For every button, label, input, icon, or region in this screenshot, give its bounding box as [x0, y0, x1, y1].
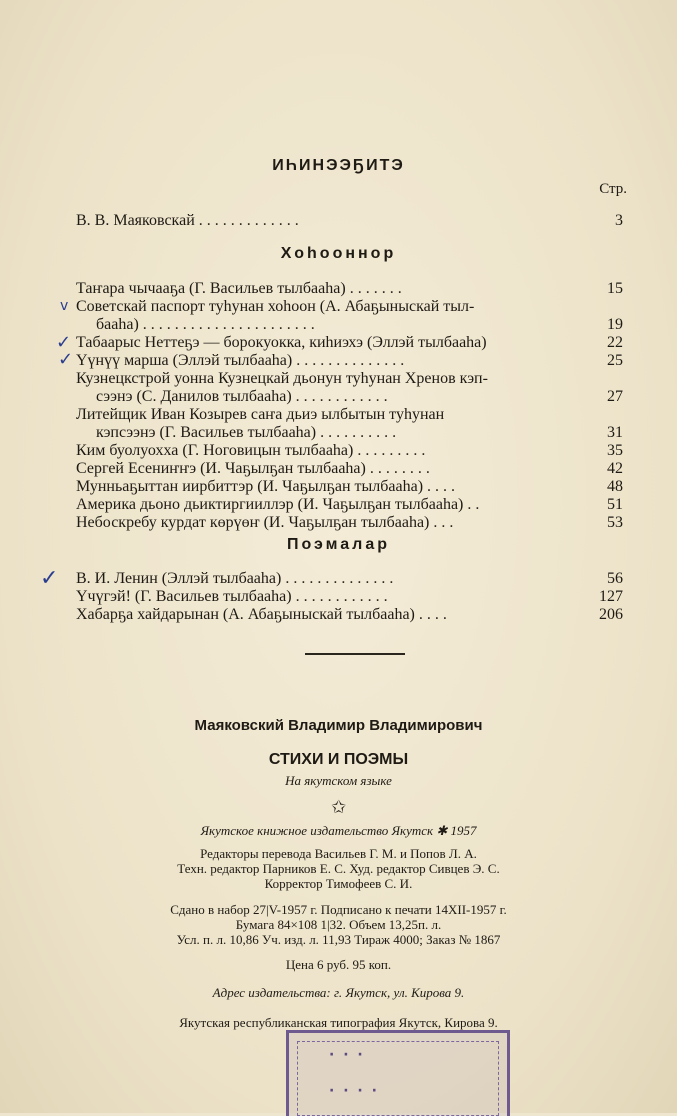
contents-title: ИҺИНЭЭҔИТЭ [272, 157, 405, 174]
toc-item [76, 334, 624, 352]
toc-item: Мунньаҕыттан иирбиттэр (И. Чаҕылҕан тылбааһа) . . . . [76, 478, 456, 495]
toc-item: Небоскребу курдат көрүөҥ (И. Чаҕылҕан тылбааһа) . . . [76, 514, 454, 531]
toc-item-page: 48 [607, 478, 623, 495]
toc-item-text: В. И. Ленин (Эллэй тылбааһа) [76, 570, 282, 587]
print-info-line: Бумага 84×108 1|32. Объем 13,25п. л. [235, 917, 442, 932]
toc-item-text: сээнэ (С. Данилов тылбааһа) [96, 388, 292, 405]
stamp-text: · · · · [329, 1083, 379, 1099]
toc-item-text: Үүнүү марша (Эллэй тылбааһа) [76, 352, 293, 369]
toc-item-text: бааһа) [96, 316, 139, 333]
print-info-line: Усл. п. л. 10,86 Уч. изд. л. 11,93 Тираж 4000; Заказ № 1867 [176, 932, 501, 947]
printer-line: Якутская республиканская типография Якутск, Кирова 9. [179, 1015, 498, 1030]
corrector-line: Корректор Тимофеев С. И. [264, 876, 413, 891]
toc-intro [76, 212, 624, 230]
checkmark-icon: ✓ [56, 332, 72, 353]
star-icon: ✩ [330, 797, 347, 818]
toc-item-page: 19 [607, 316, 623, 333]
print-info-line: Сдано в набор 27|V-1957 г. Подписано к печати 14XII-1957 г. [170, 902, 507, 917]
toc-item-text: Советскай паспорт туһунан хоһоон (А. Абаҕыныскай тыл- [76, 298, 475, 315]
toc-item: Хабарҕа хайдарынан (А. Абаҕыныскай тылбааһа) . . . . [76, 606, 447, 623]
toc-intro-text: В. В. Маяковскай [76, 212, 195, 229]
checkmark-icon: ✓ [40, 566, 59, 591]
section-poems-title: Хоһооннор [280, 245, 397, 262]
book-title: СТИХИ И ПОЭМЫ [268, 751, 409, 768]
toc-item-text: Америка дьоно дьиктиргииллэр (И. Чаҕылҕан тылбааһа) [76, 496, 464, 513]
toc-item-page: 22 [607, 334, 623, 351]
toc-item: Үчүгэй! (Г. Васильев тылбааһа) . . . . . . . . . . . . [76, 588, 388, 605]
toc-item-text: Үчүгэй! (Г. Васильев тылбааһа) [76, 588, 292, 605]
toc-item-page: 25 [607, 352, 623, 369]
toc-item-text: Литейщик Иван Козырев саҥа дьиэ ылбытын туһунан [76, 406, 445, 423]
toc-item-page: 56 [607, 570, 623, 587]
divider [305, 653, 405, 655]
toc-item-page: 27 [607, 388, 623, 405]
toc-item: Сергей Есениҥҥэ (И. Чаҕылҕан тылбааһа) . . . . . . . . [76, 460, 430, 477]
stamp-text: · · · [329, 1047, 365, 1063]
toc-item-text: Кузнецкстрой уонна Кузнецкай дьонун туһунан Хренов кэп- [76, 370, 488, 387]
toc-item [76, 298, 624, 316]
leader-dots: . . . . . . . . . . . . . [198, 212, 299, 229]
toc-item: Ким буолуохха (Г. Ноговицын тылбааһа) . . . . . . . . . [76, 442, 426, 459]
toc-item: Таҥара чычааҕа (Г. Васильев тылбааһа) . . . . . . . [76, 280, 402, 297]
toc-item-page: 42 [607, 460, 623, 477]
publisher-line: Якутское книжное издательство Якутск ✱ 1957 [200, 823, 477, 838]
library-stamp [286, 1030, 510, 1116]
toc-item-text: кэпсээнэ (Г. Васильев тылбааһа) [96, 424, 317, 441]
toc-item-page: 35 [607, 442, 623, 459]
toc-item-text: Небоскребу курдат көрүөҥ (И. Чаҕылҕан тылбааһа) [76, 514, 430, 531]
toc-item-text: Таҥара чычааҕа (Г. Васильев тылбааһа) [76, 280, 346, 297]
toc-item-page: 31 [607, 424, 623, 441]
toc-item-text: Сергей Есениҥҥэ (И. Чаҕылҕан тылбааһа) [76, 460, 366, 477]
publisher-address: Адрес издательства: г. Якутск, ул. Кирова 9. [212, 985, 465, 1000]
toc-item-page: 206 [599, 606, 623, 623]
checkmark-icon: v [60, 298, 69, 314]
toc-item-page: 51 [607, 496, 623, 513]
page-column-header: Стр. [599, 181, 627, 197]
author-name: Маяковский Владимир Владимирович [194, 717, 483, 734]
library-stamp-border [297, 1041, 499, 1116]
language-note: На якутском языке [285, 773, 392, 788]
toc-item: Америка дьоно дьиктиргииллэр (И. Чаҕылҕан тылбааһа) . . [76, 496, 480, 513]
toc-intro-page: 3 [615, 212, 623, 229]
toc-item-page: 53 [607, 514, 623, 531]
toc-item-text: Мунньаҕыттан иирбиттэр (И. Чаҕылҕан тылбааһа) [76, 478, 424, 495]
tech-editor-line: Техн. редактор Парников Е. С. Худ. редактор Сивцев Э. С. [177, 861, 500, 876]
toc-item: Үүнүү марша (Эллэй тылбааһа) . . . . . . . . . . . . . . [76, 352, 405, 369]
toc-item-page: 127 [599, 588, 623, 605]
price-line: Цена 6 руб. 95 коп. [285, 957, 392, 972]
toc-item-page: 15 [607, 280, 623, 297]
editors-line: Редакторы перевода Васильев Г. М. и Попов Л. А. [200, 846, 477, 861]
toc-item-continuation: сээнэ (С. Данилов тылбааһа) . . . . . . . . . . . . [96, 388, 388, 405]
toc-item-continuation: бааһа) . . . . . . . . . . . . . . . . . . . . . . [96, 316, 315, 333]
toc-item-text: Ким буолуохха (Г. Ноговицын тылбааһа) [76, 442, 354, 459]
toc-item [76, 370, 624, 388]
toc-item-continuation: кэпсээнэ (Г. Васильев тылбааһа) . . . . . . . . . . [96, 424, 397, 441]
toc-item: В. И. Ленин (Эллэй тылбааһа) . . . . . . . . . . . . . . [76, 570, 394, 587]
toc-item [76, 406, 624, 424]
checkmark-icon: ✓ [58, 349, 74, 370]
toc-item-text: Хабарҕа хайдарынан (А. Абаҕыныскай тылбааһа) [76, 606, 415, 623]
section-poemas-title: Поэмалар [286, 536, 391, 553]
toc-item-text: Табаарыс Неттеҕэ — борокуокка, киһиэхэ (Эллэй тылбааһа) [76, 334, 487, 351]
